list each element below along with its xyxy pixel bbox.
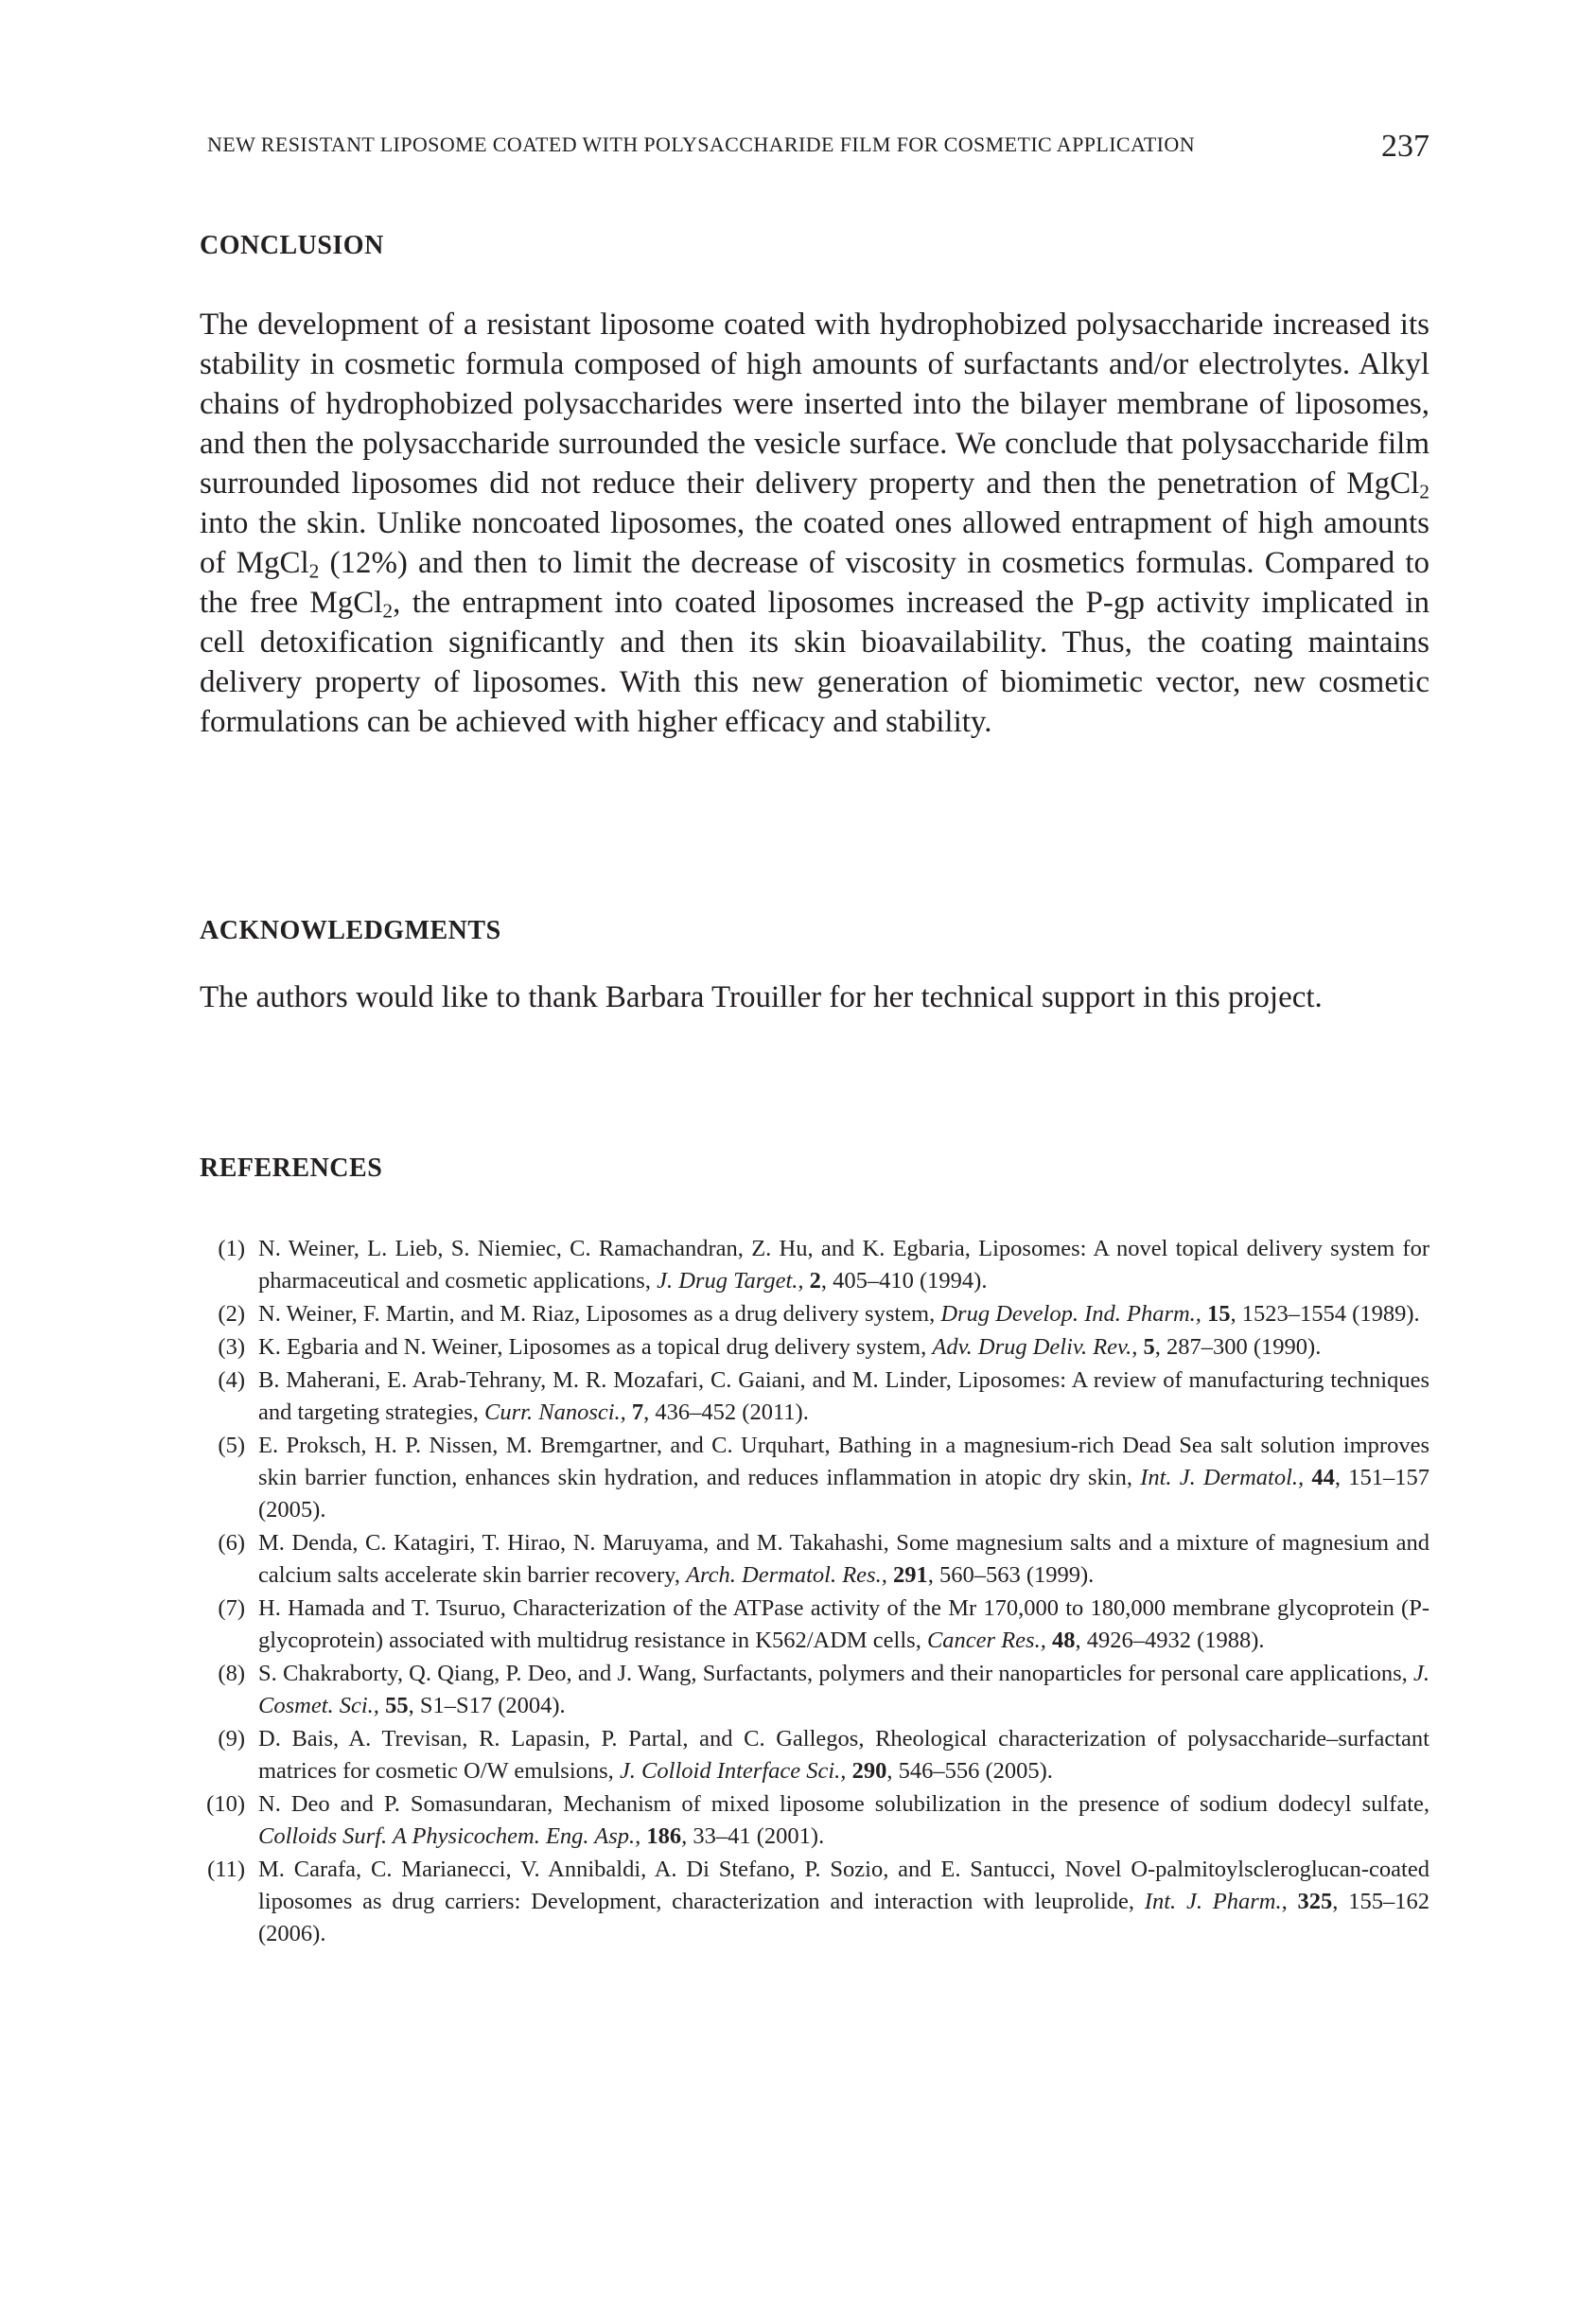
reference-number: (4) [218, 1367, 245, 1393]
reference-number: (7) [218, 1595, 245, 1621]
reference-journal: J. Colloid Interface Sci., [619, 1758, 847, 1784]
reference-authors-title: M. Denda, C. Katagiri, T. Hirao, N. Maruyama, and M. Takahashi, Some magnesium salts and a mixture of magnesium and calcium salts accelerate skin barrier recovery, [258, 1530, 1429, 1588]
reference-item [200, 1430, 1429, 1526]
reference-volume: 15 [1207, 1301, 1231, 1327]
reference-journal: Adv. Drug Deliv. Rev., [932, 1334, 1138, 1360]
reference-pages-year: , 546–556 (2005). [886, 1758, 1053, 1784]
reference-authors-title: D. Bais, A. Trevisan, R. Lapasin, P. Partal, and C. Gallegos, Rheological characterization of polysaccharide–surfactant matrices for cosmetic O/W emulsions, [258, 1726, 1429, 1784]
reference-authors-title: H. Hamada and T. Tsuruo, Characterization of the ATPase activity of the Mr 170,000 to 180,000 membrane glycoprotein (P-glycoprotein) associated with multidrug resistance in K562/ADM cells, [258, 1595, 1429, 1653]
acknowledgments-paragraph: The authors would like to thank Barbara Trouiller for her technical support in this project. [200, 980, 1323, 1014]
conclusion-text-part: The development of a resistant liposome coated with hydrophobized polysaccharide increased its stability in cosmetic formula composed of high amounts of surfactants and/or electrolytes. Alkyl chains of hydrophobized polysaccharides were inserted into the bilayer membrane of liposomes, and then the polysaccharide surrounded the vesicle surface. We conclude that polysaccharide film surrounded liposomes did not reduce their delivery property and then the penetration of MgCl [200, 308, 1429, 501]
conclusion-text-part: , the entrapment into coated liposomes increased the P-gp activity implicated in cell detoxification significantly and then its skin bioavailability. Thus, the coating maintains delivery property of liposomes. With this new generation of biomimetic vector, new cosmetic formulations can be achieved with higher efficacy and stability. [200, 586, 1430, 739]
reference-authors-title: N. Weiner, F. Martin, and M. Riaz, Liposomes as a drug delivery system, [258, 1301, 941, 1327]
reference-pages-year: , 436–452 (2011). [643, 1399, 809, 1425]
reference-authors-title: N. Deo and P. Somasundaran, Mechanism of mixed liposome solubilization in the presence of sodium dodecyl sulfate, [258, 1791, 1429, 1817]
reference-item [200, 1854, 1429, 1950]
reference-pages-year: , 4926–4932 (1988). [1075, 1628, 1265, 1653]
page-number: 237 [1381, 129, 1429, 164]
reference-volume: 44 [1311, 1465, 1335, 1490]
reference-volume: 7 [631, 1399, 644, 1425]
reference-volume: 325 [1297, 1889, 1333, 1914]
reference-item [200, 1658, 1429, 1722]
reference-pages-year: , 1523–1554 (1989). [1230, 1301, 1420, 1327]
reference-item [200, 1331, 1429, 1364]
reference-volume: 48 [1051, 1628, 1076, 1653]
reference-pages-year: , 405–410 (1994). [820, 1268, 988, 1294]
acknowledgments-heading: ACKNOWLEDGMENTS [200, 916, 501, 945]
reference-pages-year: , 287–300 (1990). [1154, 1334, 1322, 1360]
conclusion-text-part: (12%) and then to limit the decrease of viscosity in cosmetics formulas. Compared to the free MgCl [200, 546, 1429, 620]
reference-list [200, 1233, 1429, 1951]
reference-volume: 186 [646, 1823, 682, 1849]
reference-item [200, 1788, 1429, 1853]
reference-volume: 2 [809, 1268, 821, 1294]
reference-authors-title: N. Weiner, L. Lieb, S. Niemiec, C. Ramachandran, Z. Hu, and K. Egbaria, Liposomes: A novel topical delivery system for pharmaceutical and cosmetic applications, [258, 1236, 1429, 1294]
reference-number: (11) [207, 1857, 245, 1882]
conclusion-text-part: into the skin. Unlike noncoated liposomes, the coated ones allowed entrapment of high amounts of MgCl [200, 506, 1429, 580]
reference-journal: Arch. Dermatol. Res., [686, 1562, 887, 1588]
reference-authors-title: E. Proksch, H. P. Nissen, M. Bremgartner, and C. Urquhart, Bathing in a magnesium-rich Dead Sea salt solution improves skin barrier function, enhances skin hydration, and reduces inflammation in atopic dry skin, [258, 1433, 1429, 1490]
reference-item [200, 1527, 1429, 1592]
reference-authors-title: S. Chakraborty, Q. Qiang, P. Deo, and J. Wang, Surfactants, polymers and their nanoparticles for personal care applications, [258, 1661, 1413, 1686]
running-head [200, 129, 1429, 176]
conclusion-heading: CONCLUSION [200, 231, 384, 260]
reference-journal: Int. J. Dermatol., [1140, 1465, 1305, 1490]
conclusion-paragraph [200, 305, 1429, 742]
reference-journal: J. Drug Target., [657, 1268, 804, 1294]
reference-pages-year: , S1–S17 (2004). [408, 1693, 566, 1718]
reference-item [200, 1364, 1429, 1429]
references-heading: REFERENCES [200, 1153, 383, 1183]
reference-number: (6) [218, 1530, 245, 1556]
reference-journal: Colloids Surf. A Physicochem. Eng. Asp., [258, 1823, 641, 1849]
subscript: 2 [1419, 480, 1429, 503]
reference-authors-title: K. Egbaria and N. Weiner, Liposomes as a topical drug delivery system, [258, 1334, 933, 1360]
reference-pages-year: , 560–563 (1999). [927, 1562, 1095, 1588]
reference-number: (8) [218, 1661, 245, 1686]
reference-pages-year: , 155–162 (2006). [258, 1889, 1429, 1946]
reference-item [200, 1723, 1429, 1787]
reference-volume: 290 [851, 1758, 887, 1784]
reference-volume: 55 [385, 1693, 409, 1718]
reference-pages-year: , 33–41 (2001). [681, 1823, 825, 1849]
reference-item [200, 1233, 1429, 1297]
reference-number: (10) [206, 1791, 245, 1817]
reference-item [200, 1298, 1429, 1330]
reference-journal: Curr. Nanosci., [484, 1399, 626, 1425]
running-title: NEW RESISTANT LIPOSOME COATED WITH POLYSACCHARIDE FILM FOR COSMETIC APPLICATION [207, 132, 1195, 156]
reference-item [200, 1593, 1429, 1657]
reference-volume: 5 [1143, 1334, 1155, 1360]
reference-authors-title: B. Maherani, E. Arab-Tehrany, M. R. Mozafari, C. Gaiani, and M. Linder, Liposomes: A review of manufacturing techniques and targeting strategies, [258, 1367, 1429, 1425]
subscript: 2 [308, 559, 320, 583]
reference-journal: J. Cosmet. Sci., [258, 1661, 1429, 1718]
reference-number: (1) [218, 1236, 245, 1261]
reference-number: (2) [218, 1301, 245, 1327]
reference-number: (5) [218, 1433, 245, 1458]
reference-journal: Drug Develop. Ind. Pharm., [940, 1301, 1201, 1327]
reference-journal: Cancer Res., [926, 1628, 1046, 1653]
reference-number: (9) [218, 1726, 245, 1752]
reference-space [1288, 1889, 1298, 1914]
reference-journal: Int. J. Pharm., [1144, 1889, 1288, 1914]
reference-pages-year: , 151–157 (2005). [258, 1465, 1430, 1523]
reference-number: (3) [218, 1334, 245, 1360]
reference-volume: 291 [892, 1562, 928, 1588]
subscript: 2 [382, 599, 394, 623]
reference-authors-title: M. Carafa, C. Marianecci, V. Annibaldi, A. Di Stefano, P. Sozio, and E. Santucci, Novel O-palmitoylscleroglucan-coated liposomes as drug carriers: Development, characterization and interaction with leuprolide, [258, 1857, 1429, 1914]
